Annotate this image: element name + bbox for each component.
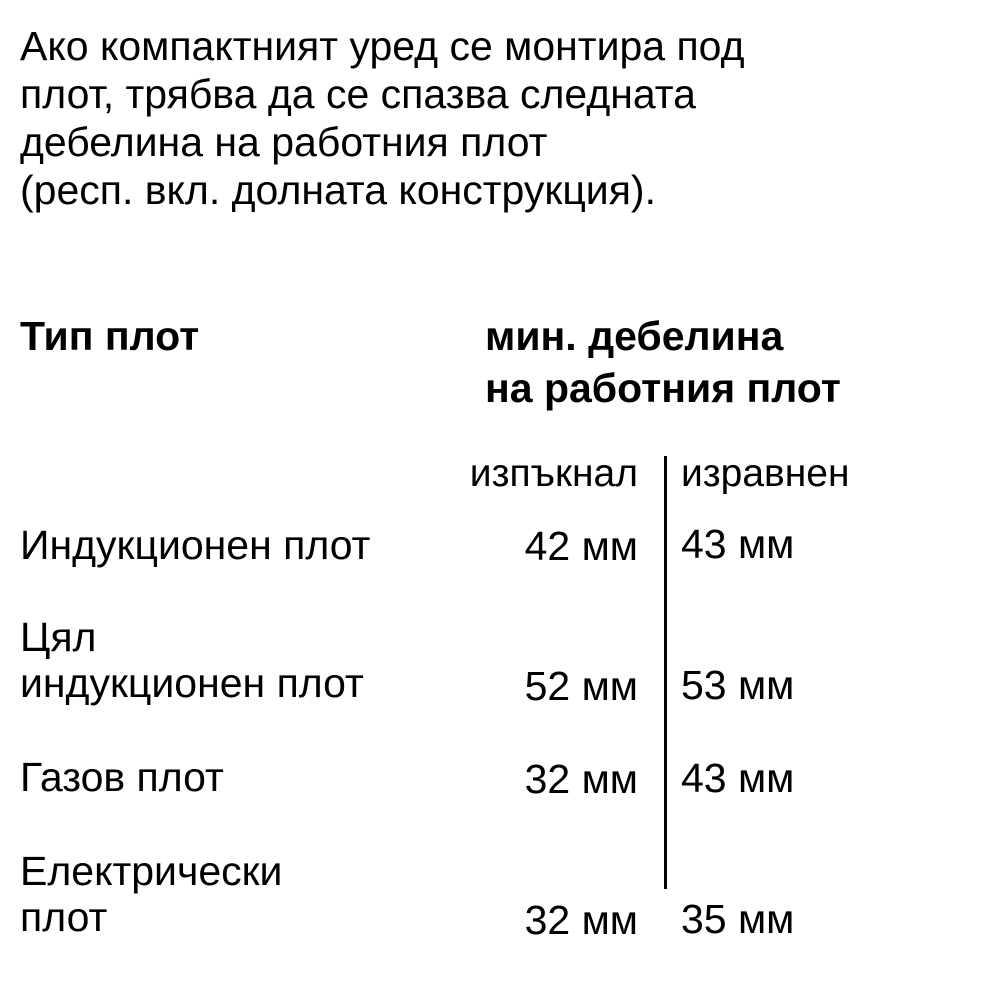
row-value-convex: 52 мм bbox=[524, 663, 638, 709]
header-type: Тип плот bbox=[20, 313, 200, 359]
row-value-flush: 43 мм bbox=[681, 521, 795, 567]
row-value-convex: 32 мм bbox=[524, 756, 638, 802]
row-value-flush: 35 мм bbox=[681, 896, 795, 942]
row-label-line: индукционен плот bbox=[20, 660, 364, 706]
row-label-line: Електрически bbox=[20, 848, 283, 894]
column-divider bbox=[664, 456, 667, 889]
row-label-electric bbox=[20, 848, 282, 940]
subheader-convex: изпъкнал bbox=[469, 452, 638, 495]
header-min-line: на работния плот bbox=[485, 365, 841, 411]
intro-line: плот, трябва да се спазва следната bbox=[20, 71, 696, 117]
intro-paragraph bbox=[20, 22, 745, 214]
header-min-thickness bbox=[485, 310, 841, 414]
row-label-line: Цял bbox=[20, 614, 97, 660]
row-label-line: плот bbox=[20, 894, 108, 940]
intro-line: дебелина на работния плот bbox=[20, 119, 548, 165]
intro-line: Ако компактният уред се монтира под bbox=[20, 23, 745, 69]
row-value-convex: 32 мм bbox=[524, 897, 638, 943]
row-value-convex: 42 мм bbox=[524, 523, 638, 569]
row-label-full-induction bbox=[20, 614, 364, 706]
subheader-flush: изравнен bbox=[681, 452, 850, 495]
row-label-line: Газов плот bbox=[20, 754, 224, 800]
row-value-flush: 53 мм bbox=[681, 662, 795, 708]
row-label-line: Индукционен плот bbox=[20, 522, 371, 568]
row-label-gas bbox=[20, 754, 224, 800]
row-label-induction bbox=[20, 522, 370, 568]
header-min-line: мин. дебелина bbox=[485, 313, 784, 359]
intro-line: (респ. вкл. долната конструкция). bbox=[20, 167, 656, 213]
row-value-flush: 43 мм bbox=[681, 755, 795, 801]
